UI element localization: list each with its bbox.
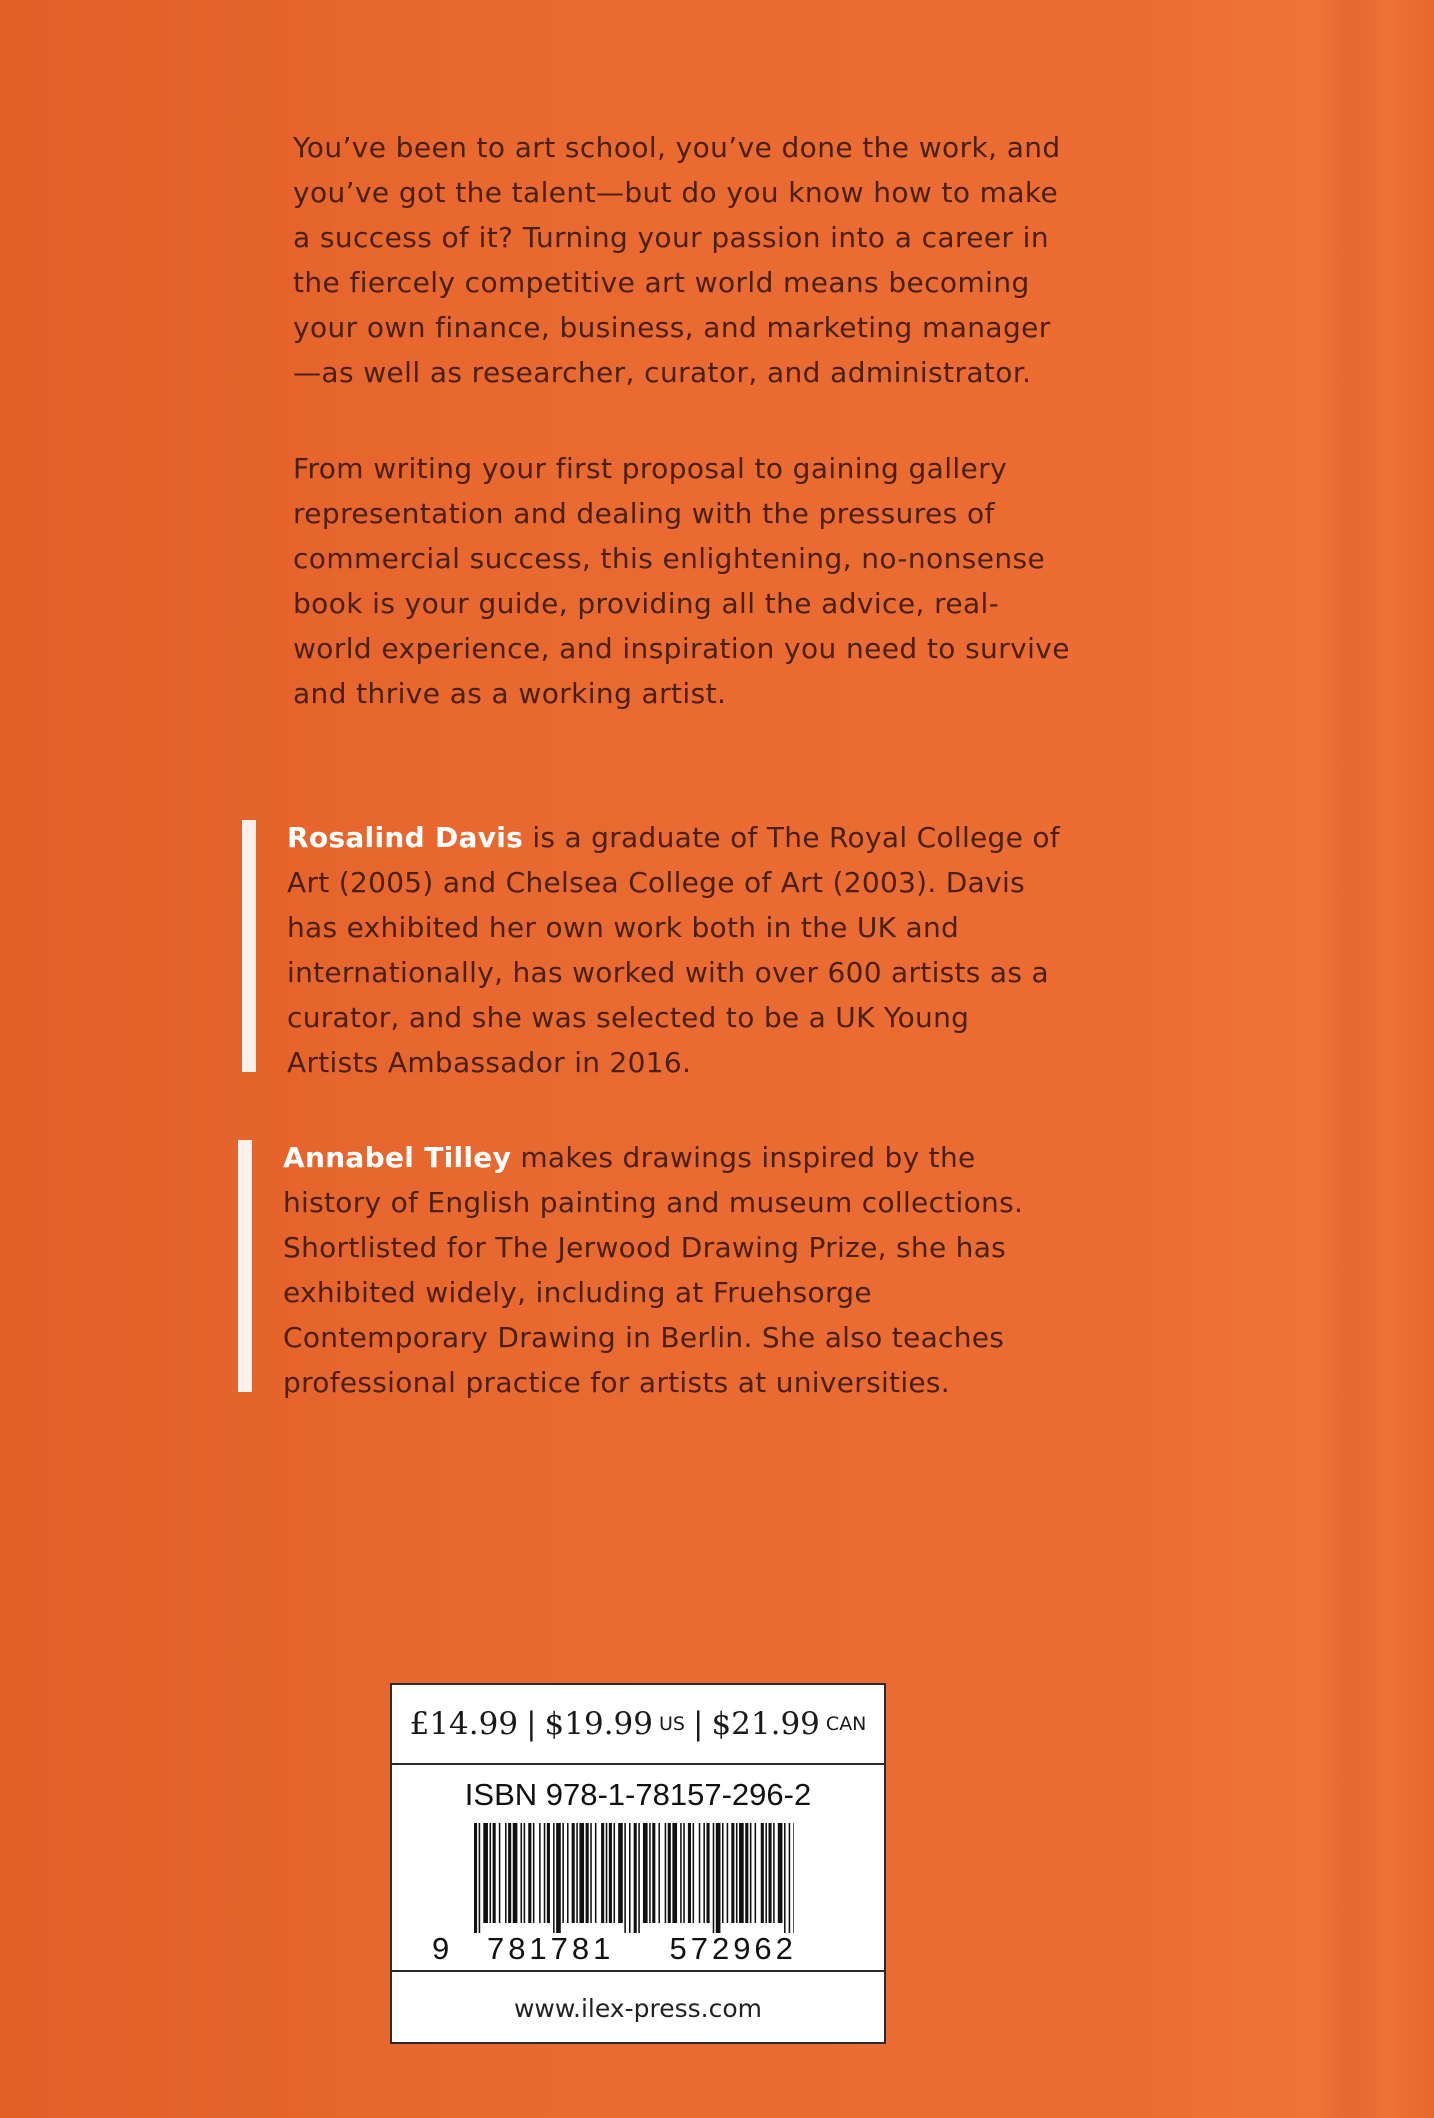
barcode-bar xyxy=(652,1823,655,1923)
price-row xyxy=(392,1685,884,1765)
barcode-bar xyxy=(499,1823,501,1923)
barcode-bar xyxy=(643,1823,648,1923)
barcode-bar xyxy=(586,1823,589,1923)
barcode-bar xyxy=(739,1823,744,1923)
author-bio-davis xyxy=(287,815,1067,1085)
barcode-digits-left: 781781 xyxy=(486,1931,615,1966)
barcode-digit-first: 9 xyxy=(432,1931,450,1966)
bio-accent-bar-tilley xyxy=(238,1140,252,1392)
barcode-bar xyxy=(765,1823,767,1923)
barcode-bar xyxy=(736,1823,738,1923)
author-bio-text-davis: is a graduate of The Royal College of Art (2005) and Chelsea College of Art (2003). Davis has exhibited her own work both in the UK and internationally, has worked with over 600 artists as a curator, and she was selected to be a UK Young Artists Ambassador in 2016. xyxy=(287,821,1060,1079)
author-bio-text-tilley: makes drawings inspired by the history of English painting and museum collections. Shortlisted for The Jerwood Drawing Prize, she has exhibited widely, including at Fruehsorge Contemporary Drawing in Berlin. She also teaches professional practice for artists at universities. xyxy=(283,1141,1024,1399)
barcode-bar xyxy=(693,1823,695,1923)
author-name-tilley: Annabel Tilley xyxy=(283,1141,512,1174)
barcode-bar xyxy=(513,1823,518,1923)
barcode-bar xyxy=(556,1823,561,1933)
barcode-bar xyxy=(629,1823,631,1933)
barcode-bar xyxy=(683,1823,685,1923)
barcode-bar xyxy=(750,1823,752,1923)
barcode-bar xyxy=(483,1823,488,1923)
barcode-bar xyxy=(618,1823,623,1923)
barcode-bar xyxy=(553,1823,555,1933)
barcode-bar xyxy=(579,1823,584,1923)
barcode-bar xyxy=(761,1823,764,1923)
price-can: $21.99 xyxy=(711,1706,820,1742)
barcode-bar xyxy=(528,1823,531,1923)
barcode-bar xyxy=(609,1823,612,1923)
barcode-bar xyxy=(508,1823,511,1923)
barcode-bar xyxy=(634,1823,637,1933)
bio-accent-bar-davis xyxy=(242,820,256,1072)
barcode-bar xyxy=(713,1823,715,1933)
barcode-digits xyxy=(432,1931,852,1967)
price-us: $19.99 xyxy=(544,1706,654,1742)
barcode-bar xyxy=(474,1823,477,1933)
barcode-bar xyxy=(688,1823,691,1923)
barcode-bar xyxy=(493,1823,496,1923)
barcode-bar xyxy=(773,1823,775,1923)
barcode-bar xyxy=(778,1823,783,1923)
barcode-bar xyxy=(547,1823,550,1923)
publisher-website: www.ilex-press.com xyxy=(392,1970,884,2044)
barcode-bar xyxy=(784,1823,786,1933)
barcode-bar xyxy=(658,1823,660,1923)
barcode-bar xyxy=(699,1823,701,1923)
barcode-bar xyxy=(479,1823,481,1933)
barcode-bar xyxy=(624,1823,626,1933)
barcode-bar xyxy=(707,1823,710,1923)
barcode-bar xyxy=(524,1823,526,1923)
barcode-bar xyxy=(649,1823,651,1923)
barcode-bar xyxy=(595,1823,597,1923)
blurb-paragraph-2: From writing your first proposal to gaining gallery representation and dealing with the pressures of commercial success, this enlightening, no-nonsense book is your guide, providing all the advice, real-world experience, and inspiration you need to survive and thrive as a working artist. xyxy=(293,452,1070,710)
barcode-bar xyxy=(716,1823,721,1933)
barcode-bar xyxy=(521,1823,523,1923)
barcode-bar xyxy=(722,1823,724,1923)
barcode-bar xyxy=(789,1823,791,1933)
barcode-digits-right: 572962 xyxy=(669,1931,797,1966)
price-can-suffix: CAN xyxy=(825,1713,867,1735)
author-name-davis: Rosalind Davis xyxy=(287,821,524,854)
cover-edge-shading xyxy=(1314,0,1434,2118)
barcode-bar xyxy=(533,1823,535,1923)
barcode-bar xyxy=(638,1823,640,1933)
barcode-bar xyxy=(601,1823,604,1923)
barcode-bar xyxy=(668,1823,671,1923)
barcode-label xyxy=(390,1683,886,2044)
blurb-paragraph-1: You’ve been to art school, you’ve done the work, and you’ve got the talent—but do you know how to make a success of it? Turning your passion into a career in the fiercely competitive art world means becoming your own finance, business, and marketing manager—as well as researcher, curator, and administrator. xyxy=(293,131,1061,389)
barcode-bar xyxy=(544,1823,546,1923)
barcode-bar xyxy=(680,1823,682,1923)
price-separator: | xyxy=(526,1706,537,1742)
barcode-bar xyxy=(590,1823,592,1923)
barcode-bar xyxy=(606,1823,608,1923)
barcode-bar xyxy=(539,1823,541,1923)
barcode-bar xyxy=(755,1823,757,1923)
barcode-bar xyxy=(490,1823,492,1923)
barcode-bar xyxy=(731,1823,734,1923)
barcode-bar xyxy=(572,1823,575,1923)
price-us-suffix: US xyxy=(659,1713,685,1735)
barcode-bar xyxy=(567,1823,569,1923)
barcode-bar xyxy=(576,1823,578,1923)
barcode-bar xyxy=(793,1823,794,1933)
barcode-bar xyxy=(703,1823,705,1923)
author-bio-tilley xyxy=(283,1135,1063,1405)
barcode-bar xyxy=(727,1823,729,1923)
isbn-number: ISBN 978-1-78157-296-2 xyxy=(464,1777,812,1812)
barcode-bars xyxy=(474,1823,794,1933)
barcode-bar xyxy=(745,1823,748,1923)
price-gbp: £14.99 xyxy=(409,1706,519,1742)
barcode-bar xyxy=(505,1823,507,1923)
barcode-bar xyxy=(614,1823,616,1923)
barcode-bar xyxy=(672,1823,677,1923)
barcode-bar xyxy=(769,1823,772,1923)
barcode-bar xyxy=(665,1823,667,1923)
barcode-bar xyxy=(562,1823,564,1923)
price-separator: | xyxy=(692,1706,704,1742)
